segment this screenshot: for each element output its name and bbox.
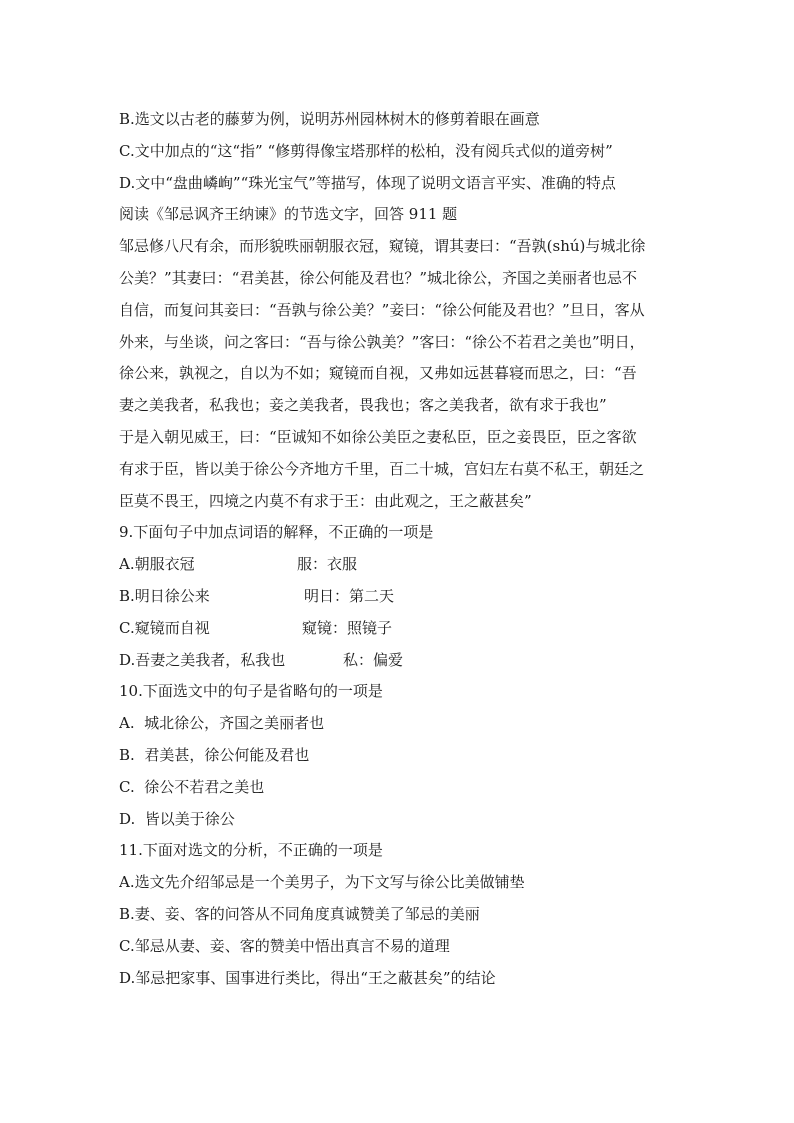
q10-option-a: A. 城北徐公，齐国之美丽者也 xyxy=(119,714,325,733)
passage-line: 邹忌修八尺有余，而形貌昳丽朝服衣冠，窥镜，谓其妻曰：“吾孰(shú)与城北徐 xyxy=(119,237,646,256)
q11-option-b: B.妻、妾、客的问答从不同角度真诚赞美了邹忌的美丽 xyxy=(119,904,480,923)
q10-option-b: B. 君美甚，徐公何能及君也 xyxy=(119,745,310,764)
passage-line: 于是入朝见威王，曰：“臣诚知不如徐公美臣之妻私臣，臣之妾畏臣，臣之客欲 xyxy=(119,427,637,446)
q9-option-a xyxy=(119,549,679,581)
passage-line: 外来，与坐谈，问之客曰：“吾与徐公孰美？”客曰：“徐公不若君之美也”明日， xyxy=(119,332,645,351)
q9-option-text: A.朝服衣冠 xyxy=(119,555,195,574)
option-line: C.文中加点的“这“指” “修剪得像宝塔那样的松柏，没有阅兵式似的道旁树” xyxy=(119,141,613,160)
q9-option-text: B.明日徐公来 xyxy=(119,586,210,605)
question-10: 10.下面选文中的句子是省略句的一项是 xyxy=(119,682,383,701)
q11-option-c: C.邹忌从妻、妾、客的赞美中悟出真言不易的道理 xyxy=(119,936,450,955)
q9-option-c xyxy=(119,613,679,645)
q9-option-b xyxy=(119,581,679,613)
q9-option-text: C.窥镜而自视 xyxy=(119,618,210,637)
q10-option-c: C. 徐公不若君之美也 xyxy=(119,777,265,796)
document-page xyxy=(119,104,679,994)
passage-line: 臣莫不畏王，四境之内莫不有求于王：由此观之，王之蔽甚矣” xyxy=(119,491,532,510)
q11-option-d: D.邹忌把家事、国事进行类比，得出“王之蔽甚矣”的结论 xyxy=(119,968,496,987)
q9-option-text: D.吾妻之美我者，私我也 xyxy=(119,650,286,669)
q9-option-gloss: 私：偏爱 xyxy=(343,650,404,669)
q11-option-a: A.选文先介绍邹忌是一个美男子，为下文写与徐公比美做铺垫 xyxy=(119,873,525,892)
q9-option-gloss: 服：衣服 xyxy=(297,555,358,574)
option-line: D.文中“盘曲嶙峋”“珠光宝气”等描写，体现了说明文语言平实、准确的特点 xyxy=(119,173,616,192)
q9-option-gloss: 明日：第二天 xyxy=(304,586,395,605)
question-9: 9.下面句子中加点词语的解释，不正确的一项是 xyxy=(119,523,434,542)
option-line: B.选文以古老的藤萝为例，说明苏州园林树木的修剪着眼在画意 xyxy=(119,110,540,128)
q10-option-d: D. 皆以美于徐公 xyxy=(119,809,235,828)
passage-line: 有求于臣，皆以美于徐公今齐地方千里，百二十城，宫妇左右莫不私王，朝廷之 xyxy=(119,459,645,478)
q9-option-d xyxy=(119,645,679,677)
reading-instruction: 阅读《邹忌讽齐王纳谏》的节选文字，回答 911 题 xyxy=(119,205,458,224)
passage-line: 妻之美我者，私我也；妾之美我者，畏我也；客之美我者，欲有求于我也” xyxy=(119,396,607,415)
q9-option-gloss: 窥镜：照镜子 xyxy=(302,618,393,637)
question-11: 11.下面对选文的分析，不正确的一项是 xyxy=(119,841,383,860)
passage-line: 自信，而复问其妾曰：“吾孰与徐公美？”妾曰：“徐公何能及君也？”旦日，客从 xyxy=(119,300,645,319)
passage-line: 徐公来，孰视之，自以为不如；窥镜而自视，又弗如远甚暮寝而思之，曰：“吾 xyxy=(119,364,637,383)
passage-line: 公美？”其妻曰：“君美甚，徐公何能及君也？”城北徐公，齐国之美丽者也忌不 xyxy=(119,268,638,287)
